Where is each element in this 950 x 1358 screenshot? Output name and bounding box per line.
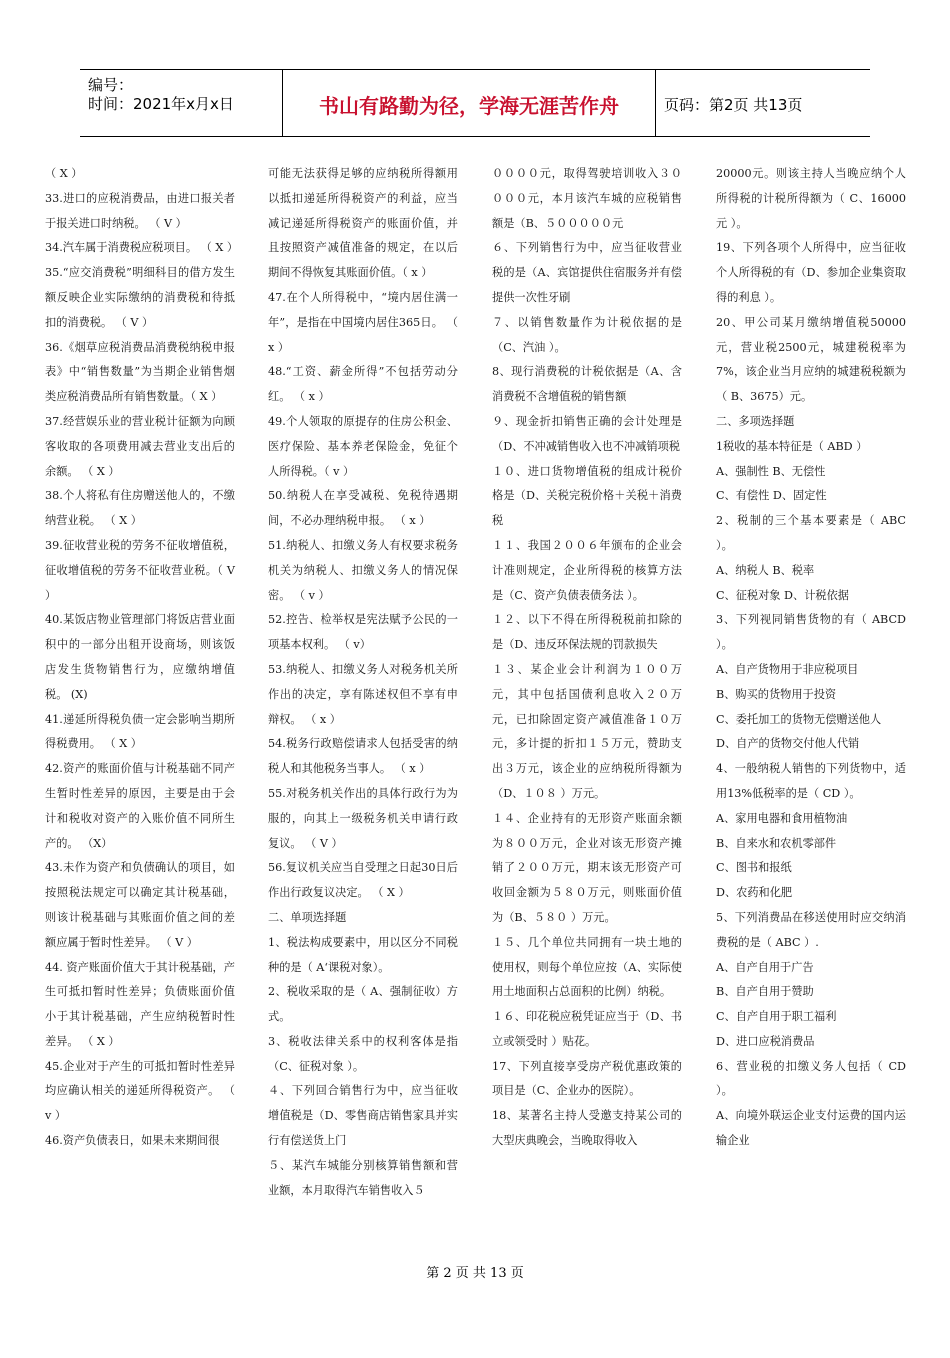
paragraph: ４、下列回合销售行为中，应当征收增值税是（D、零售商店销售家具并实行有偿送货上门 bbox=[268, 1084, 458, 1148]
paragraph: C、有偿性 D、固定性 bbox=[716, 489, 827, 503]
paragraph: C、征税对象 D、计税依据 bbox=[716, 588, 849, 602]
paragraph: 4、一般纳税人销售的下列货物中，适用13%低税率的是（ CD ）。 bbox=[716, 762, 906, 800]
paragraph: 49.个人领取的原提存的住房公积金、医疗保险、基本养老保险金，免征个人所得税。（ v ） bbox=[268, 414, 458, 478]
date-label: 时间：2021年x月x日 bbox=[88, 95, 234, 113]
header-page-cell bbox=[656, 70, 870, 136]
text-column-3 bbox=[492, 162, 682, 1154]
paragraph: 19、下列各项个人所得中，应当征收个人所得税的有（D、参加企业集资取得的利息 ）。 bbox=[716, 241, 906, 304]
paragraph: A、向境外联运企业支付运费的国内运输企业 bbox=[716, 1109, 906, 1148]
page-footer: 第 2 页 共 13 页 bbox=[426, 1266, 524, 1281]
paragraph: 43.未作为资产和负债确认的项目，如按照税法规定可以确定其计税基础，则该计税基础与其账面价值之间的差额应属于暂时性差异。 （ V ） bbox=[45, 861, 235, 949]
paragraph: １０、进口货物增值税的组成计税价格是（D、关税完税价格＋关税＋消费税 bbox=[492, 464, 682, 528]
paragraph: C、图书和报纸 bbox=[716, 861, 792, 875]
paragraph: 34.汽车属于消费税应税项目。 （ X ） bbox=[45, 241, 239, 255]
paragraph: ６、下列销售行为中，应当征收营业税的是（A、宾馆提供住宿服务并有偿提供一次性牙刷 bbox=[492, 241, 682, 304]
paragraph: ００００元，取得驾驶培训收入３００００元，本月该汽车城的应税销售额是（B、５０００００元 bbox=[492, 167, 682, 230]
paragraph: 35.“应交消费税”明细科目的借方发生额反映企业实际缴纳的消费税和待抵扣的消费税。 （ V ） bbox=[45, 266, 235, 329]
text-column-4 bbox=[716, 162, 906, 1154]
paragraph: ５、某汽车城能分别核算销售额和营业额，本月取得汽车销售收入５ bbox=[268, 1158, 458, 1197]
paragraph: 可能无法获得足够的应纳税所得额用以抵扣递延所得税资产的利益，应当减记递延所得税资产的账面价值，并且按照资产减值准备的规定，在以后期间不得恢复其账面价值。（ x ） bbox=[268, 167, 458, 280]
paragraph: A、自产自用于广告 bbox=[716, 960, 814, 974]
paragraph: D、进口应税消费品 bbox=[716, 1034, 815, 1048]
paragraph: １６、印花税应税凭证应当于（D、书立或领受时 ）贴花。 bbox=[492, 1010, 682, 1048]
paragraph: 6、营业税的扣缴义务人包括（ CD ）。 bbox=[716, 1059, 906, 1098]
paragraph: 5、下列消费品在移送使用时应交纳消费税的是（ ABC ）. bbox=[716, 910, 906, 949]
paragraph: １２、以下不得在所得税税前扣除的是（D、违反环保法规的罚款损失 bbox=[492, 613, 682, 652]
paragraph: D、自产的货物交付他人代销 bbox=[716, 737, 860, 751]
paragraph: A、强制性 B、无偿性 bbox=[716, 464, 826, 478]
paragraph: ９、现金折扣销售正确的会计处理是（D、不冲减销售收入也不冲减销项税 bbox=[492, 414, 682, 453]
paragraph: 1税收的基本特征是（ ABD ） bbox=[716, 439, 868, 453]
paragraph: 20000元。则该主持人当晚应纳个人所得税的计税所得额为（ C、16000元 ）。 bbox=[716, 167, 906, 230]
paragraph: 40.某饭店物业管理部门将饭店营业面积中的一部分出租开设商场，则该饭店发生货物销售行为，应缴纳增值税。 (X) bbox=[45, 613, 235, 701]
paragraph: C、委托加工的货物无偿赠送他人 bbox=[716, 712, 882, 726]
paragraph: 3、下列视同销售货物的有（ ABCD ）。 bbox=[716, 613, 906, 652]
paragraph: A、纳税人 B、税率 bbox=[716, 563, 815, 577]
text-column-1 bbox=[45, 162, 239, 1154]
paragraph: 二、多项选择题 bbox=[716, 414, 795, 428]
paragraph: 3、税收法律关系中的权利客体是指（C、征税对象 ）。 bbox=[268, 1034, 458, 1073]
paragraph: 41.递延所得税负债一定会影响当期所得税费用。 （ X ） bbox=[45, 712, 235, 751]
paragraph: 53.纳税人、扣缴义务人对税务机关所作出的决定，享有陈述权但不享有申辩权。 （ x ） bbox=[268, 662, 458, 726]
paragraph: 54.税务行政赔偿请求人包括受害的纳税人和其他税务当事人。 （ x ） bbox=[268, 737, 458, 776]
header-motto-cell bbox=[283, 70, 656, 136]
paragraph: １３、某企业会计利润为１００万元，其中包括国债利息收入２０万元，已扣除固定资产减值准备１０万元，多计提的折扣１５万元，赞助支出３万元，该企业的应纳税所得额为（D、１０８ ）万元。 bbox=[492, 662, 682, 800]
paragraph: １１、我国２００６年颁布的企业会计准则规定，企业所得税的核算方法是（C、资产负债表债务法 ）。 bbox=[492, 538, 682, 602]
page-header bbox=[80, 69, 870, 137]
paragraph: B、自产自用于赞助 bbox=[716, 985, 814, 999]
paragraph: A、家用电器和食用植物油 bbox=[716, 811, 848, 825]
page-code: 页码：第2页 共13页 bbox=[664, 96, 803, 114]
text-column-2 bbox=[268, 162, 458, 1203]
header-info-cell bbox=[80, 70, 283, 136]
paragraph: １５、几个单位共同拥有一块土地的使用权，则每个单位应按（A、实际使用土地面积占总面积的比例）纳税。 bbox=[492, 935, 682, 999]
paragraph: 42.资产的账面价值与计税基础不同产生暂时性差异的原因，主要是由于会计和税收对资产的入账价值不同所生产的。 （X） bbox=[45, 762, 235, 850]
paragraph: 17、下列直接享受房产税优惠政策的项目是（C、企业办的医院）。 bbox=[492, 1059, 682, 1098]
paragraph: 45.企业对于产生的可抵扣暂时性差异均应确认相关的递延所得税资产。 （ v ） bbox=[45, 1059, 235, 1123]
paragraph: 20、甲公司某月缴纳增值税50000元，营业税2500元，城建税税率为7%，该企业当月应纳的城建税税额为（ B、3675）元。 bbox=[716, 315, 906, 404]
paragraph: 8、现行消费税的计税依据是（A、含消费税不含增值税的销售额 bbox=[492, 365, 682, 404]
paragraph: 46.资产负债表日，如果未来期间很 bbox=[45, 1134, 220, 1148]
paragraph: 47.在个人所得税中，“境内居住满一年”，是指在中国境内居住365日。 （ x ） bbox=[268, 290, 458, 354]
paragraph: 38.个人将私有住房赠送他人的，不缴纳营业税。 （ X ） bbox=[45, 489, 235, 528]
paragraph: 55.对税务机关作出的具体行政行为为服的，向其上一级税务机关申请行政复议。 （ V ） bbox=[268, 786, 458, 850]
paragraph: １４、企业持有的无形资产账面余额为８００万元，企业对该无形资产摊销了２００万元，期末该无形资产可收回金额为５８０万元，则账面价值为（B、５８０ ）万元。 bbox=[492, 811, 682, 924]
paragraph: （ X ） bbox=[45, 167, 83, 180]
paragraph: 1、税法构成要素中，用以区分不同税种的是（ A‘课税对象）。 bbox=[268, 935, 458, 974]
paragraph: 2、税制的三个基本要素是（ ABC ）。 bbox=[716, 514, 906, 552]
paragraph: 51.纳税人、扣缴义务人有权要求税务机关为纳税人、扣缴义务人的情况保密。 （ v ） bbox=[268, 538, 458, 602]
paragraph: C、自产自用于职工福利 bbox=[716, 1010, 837, 1024]
paragraph: 56.复议机关应当自受理之日起30日后作出行政复议决定。 （ X ） bbox=[268, 861, 458, 900]
paragraph: 48.“工资、薪金所得”不包括劳动分红。 （ x ） bbox=[268, 365, 458, 404]
motto: 书山有路勤为径，学海无涯苦作舟 bbox=[319, 94, 619, 118]
paragraph: ７、以销售数量作为计税依据的是（C、汽油 ）。 bbox=[492, 315, 682, 354]
paragraph: 18、某著名主持人受邀支持某公司的大型庆典晚会，当晚取得收入 bbox=[492, 1109, 682, 1148]
paragraph: 44. 资产账面价值大于其计税基础，产生可抵扣暂时性差异；负债账面价值小于其计税基础，产生应纳税暂时性差异。 （ X ） bbox=[45, 960, 235, 1048]
paragraph: 52.控告、检举权是宪法赋予公民的一项基本权利。 （ v） bbox=[268, 613, 458, 652]
paragraph: 2、税收采取的是（ A、强制征收）方式。 bbox=[268, 985, 458, 1024]
document-number-label: 编号： bbox=[88, 76, 134, 94]
paragraph: D、农药和化肥 bbox=[716, 886, 793, 900]
paragraph: 二、单项选择题 bbox=[268, 910, 347, 924]
paragraph: A、自产货物用于非应税项目 bbox=[716, 662, 859, 676]
paragraph: B、购买的货物用于投资 bbox=[716, 687, 837, 701]
paragraph: 50.纳税人在享受减税、免税待遇期间，不必办理纳税申报。 （ x ） bbox=[268, 489, 458, 528]
paragraph: 33.进口的应税消费品，由进口报关者于报关进口时纳税。 （ V ） bbox=[45, 191, 235, 230]
paragraph: 36.《烟草应税消费品消费税纳税申报表》中“销售数量”为当期企业销售烟类应税消费品所有销售数量。（ X ） bbox=[45, 340, 235, 404]
paragraph: B、自来水和农机零部件 bbox=[716, 836, 837, 850]
paragraph: 39.征收营业税的劳务不征收增值税，征收增值税的劳务不征收营业税。（ V ） bbox=[45, 538, 235, 602]
paragraph: 37.经营娱乐业的营业税计征额为向顾客收取的各项费用减去营业支出后的余额。 （ X ） bbox=[45, 414, 235, 478]
